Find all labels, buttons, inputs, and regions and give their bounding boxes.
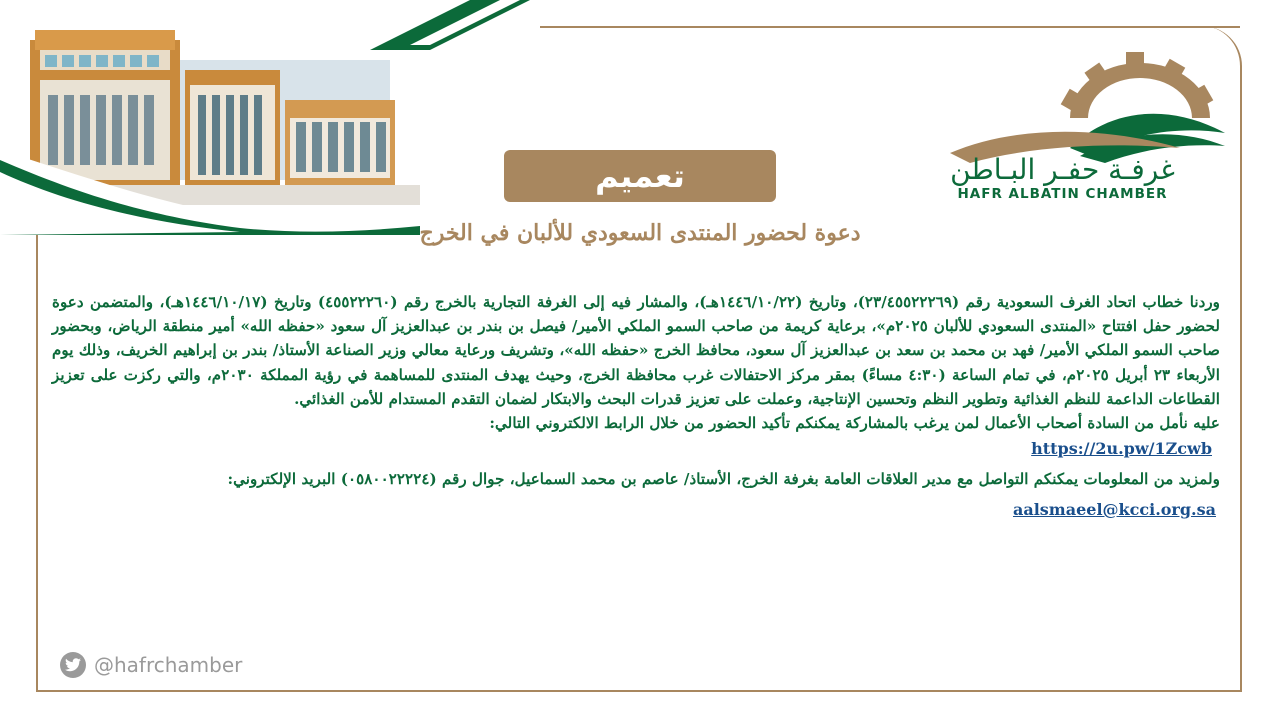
registration-request: عليه نأمل من السادة أصحاب الأعمال لمن يرغب بالمشاركة يمكنكم تأكيد الحضور من خلال الرابط الالكتروني التالي: [489,414,1220,433]
page-title: دعوة لحضور المنتدى السعودي للألبان في الخرج [419,220,861,246]
registration-link-line [52,437,1220,461]
twitter-handle[interactable]: @hafrchamber [94,653,243,677]
circular-banner: تعميم [504,150,776,202]
contact-info: ولمزيد من المعلومات يمكنكم التواصل مع مدير العلاقات العامة بغرفة الخرج، الأستاذ/ عاصم بن محمد السماعيل، جوال رقم (٠٥٨٠٠٢٢٢٢٤) البريد الإلكتروني: [227,470,1220,489]
social-handle [60,650,242,680]
contact-email-link[interactable]: aalsmaeel@kcci.org.sa [1012,499,1216,519]
announcement-body [52,290,1220,522]
border-frame-top [540,26,1240,28]
decorative-stripe [370,0,550,50]
announcement-paragraph: وردنا خطاب اتحاد الغرف السعودية رقم (٢٣/٤٥٥٢٢٢٦٩)، وتاريخ (١٤٤٦/١٠/٢٢هـ)، والمشار فيه إلى الغرفة التجارية بالخرج رقم (٤٥٥٢٢٢٦٠) وتاريخ (١٤٤٦/١٠/١٧هـ)، والمتضمن دعوة لحضور حفل افتتاح «المنتدى السعودي للألبان ٢٠٢٥م»، برعاية كريمة من صاحب السمو الملكي الأمير/ فيصل بن بندر بن عبدالعزيز آل سعود «حفظه الله» أمير منطقة الرياض، وبحضور صاحب السمو الملكي الأمير/ فهد بن محمد بن سعد بن عبدالعزيز آل سعود، محافظ الخرج «حفظه الله»، وتشريف ورعاية معالي وزير الصناعة الأستاذ/ بندر بن إبراهيم الخريف، وذلك يوم الأربعاء ٢٣ أبريل ٢٠٢٥م، في تمام الساعة (٤:٣٠ مساءً) بمقر مركز الاحتفالات غرب محافظة الخرج، وحيث يهدف المنتدى للمساهمة في رؤية المملكة ٢٠٣٠م، والتي ركزت على تعزيز القطاعات الداعمة للنظم الغذائية وتطوير النظم وتحسين الإنتاجية، وعملت على تعزيز قدرات البحث والابتكار لضمان التقدم المستدام للأمن الغذائي. [52,293,1221,408]
building-image [0,0,420,235]
logo-english-name: HAFR ALBATIN CHAMBER [957,186,1168,202]
logo-arabic-name: غرفـة حفـر البـاطن [950,153,1175,186]
registration-link[interactable]: https://2u.pw/1Zcwb [1031,439,1212,459]
email-line [52,498,1220,522]
twitter-icon [60,652,86,678]
